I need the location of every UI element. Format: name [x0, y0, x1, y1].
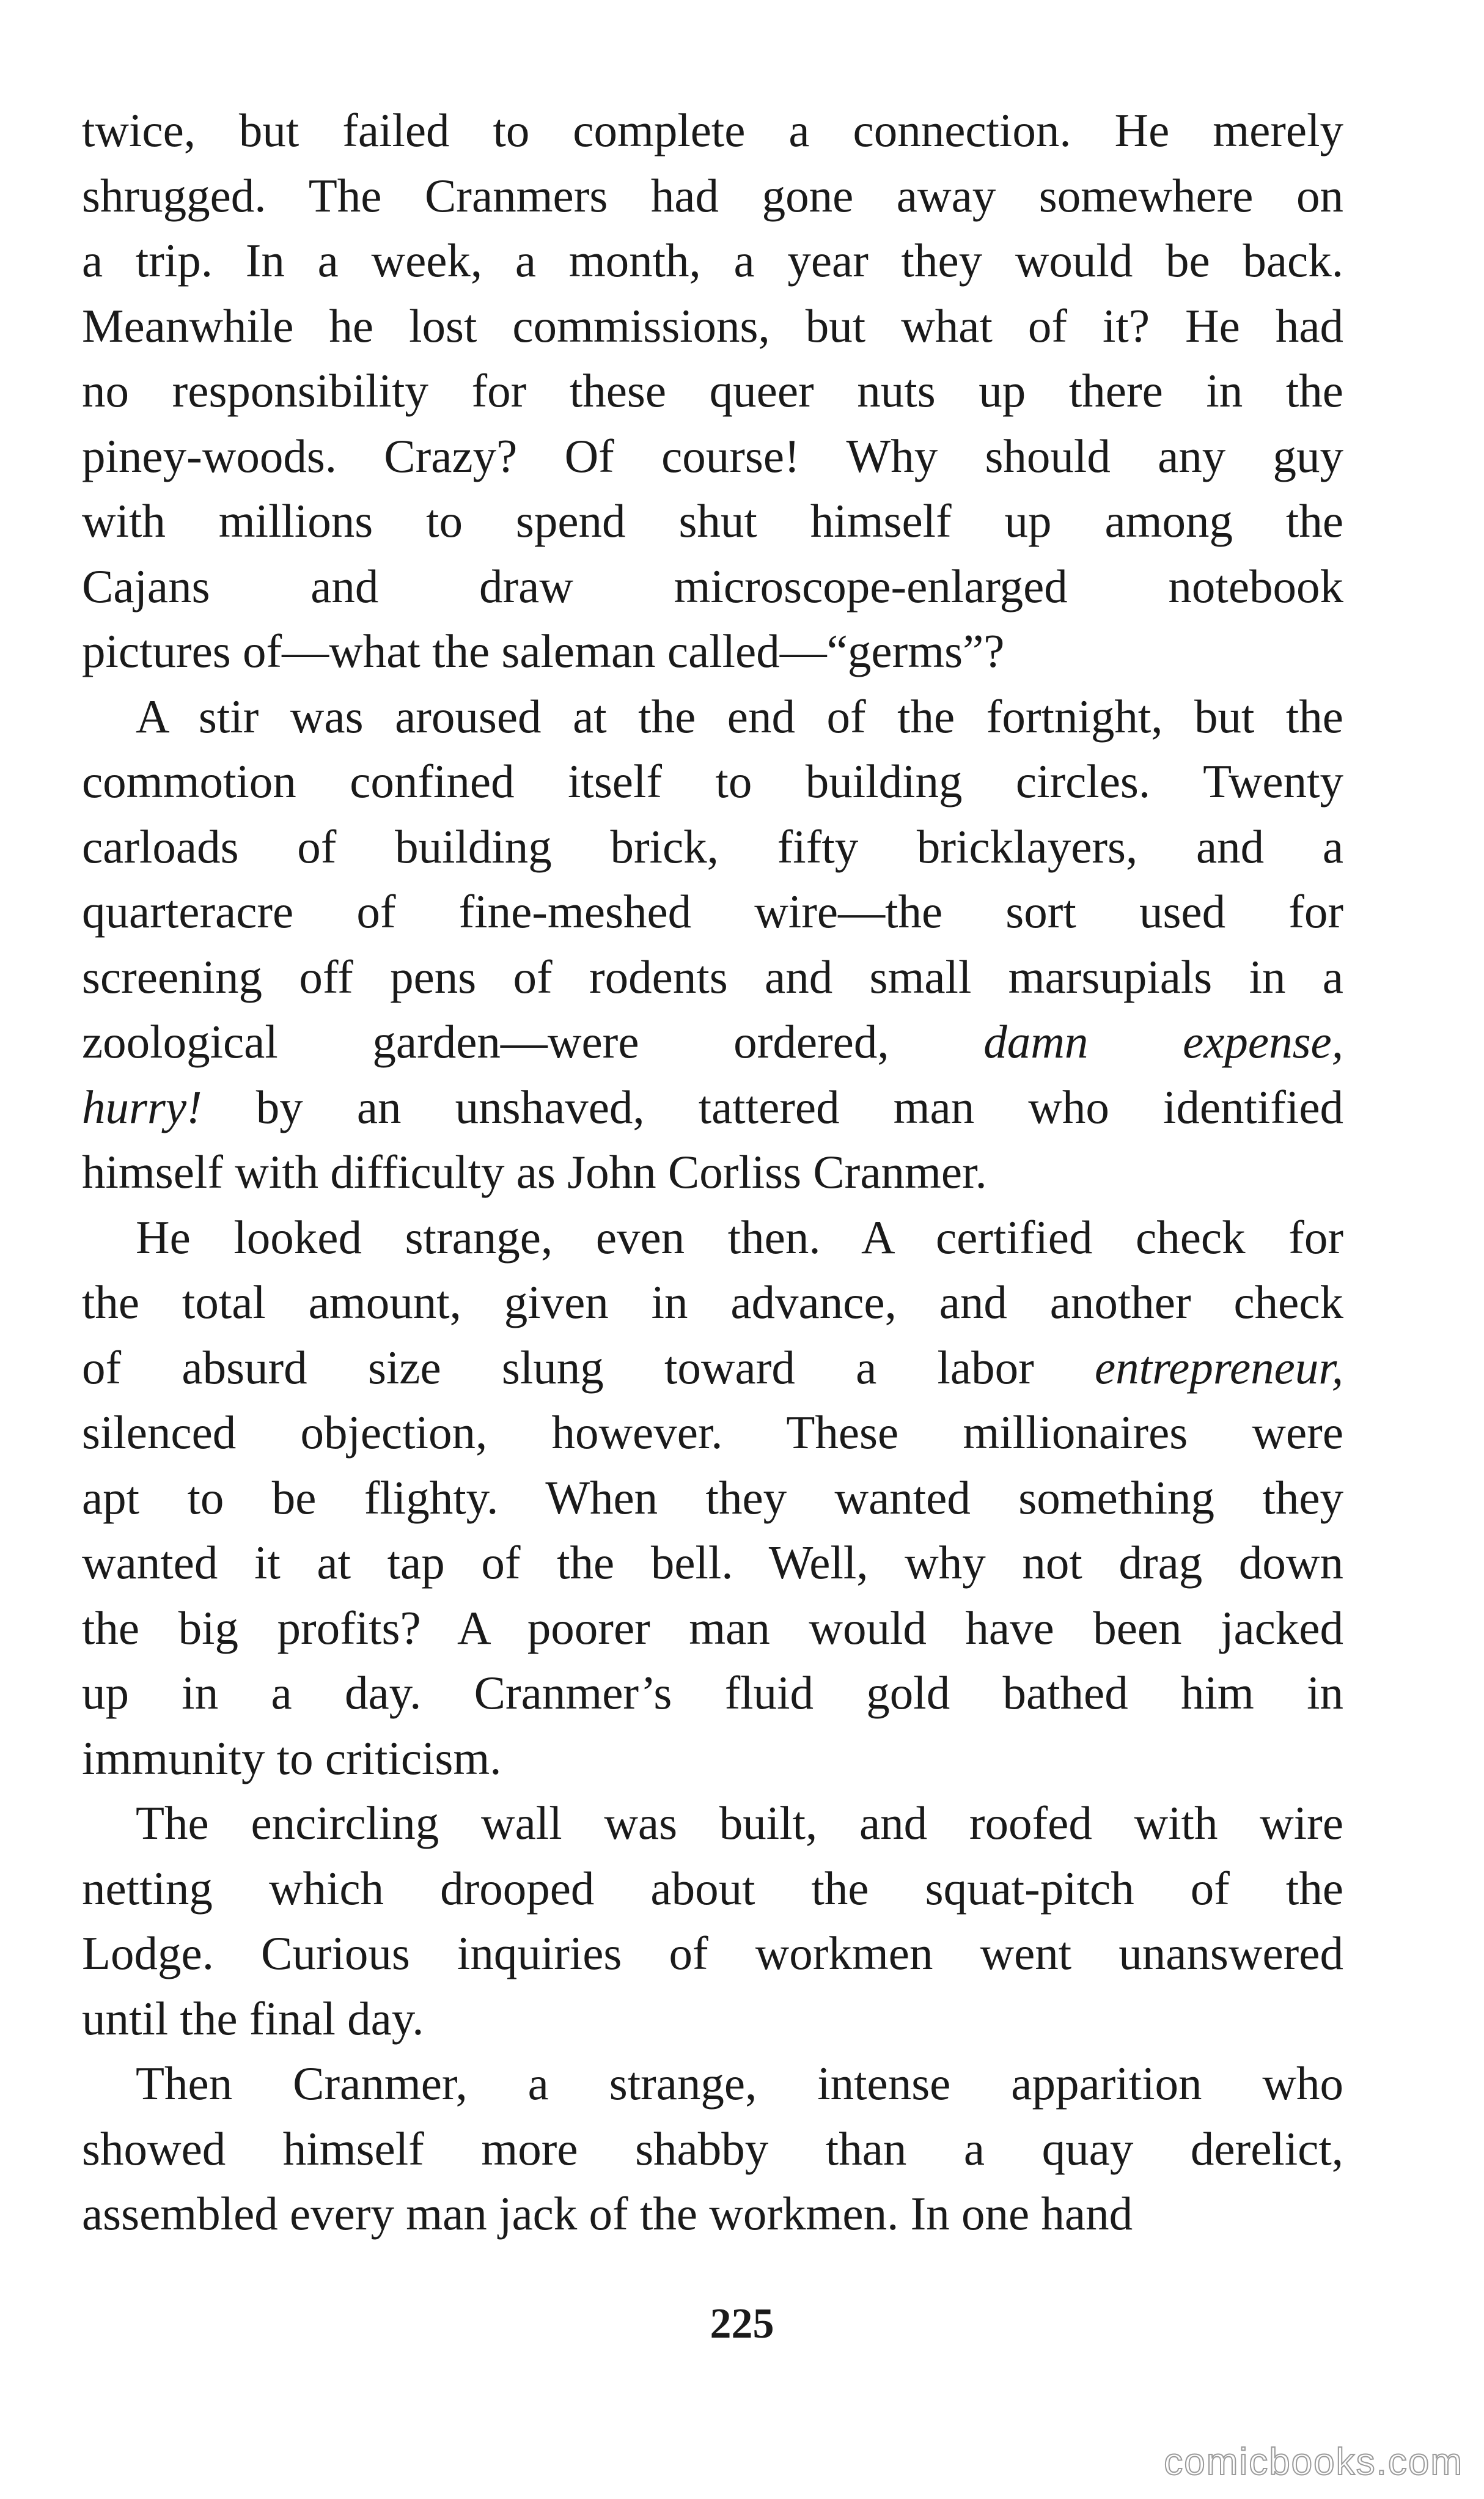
watermark: comicbooks.com [1164, 2441, 1463, 2483]
text-line: screening off pens of rodents and small marsupials in a [82, 950, 1343, 1003]
text-line: pictures of—what the saleman called—“germs”? [82, 625, 1005, 677]
body-text [82, 98, 1343, 2247]
text-line: silenced objection, however. These millionaires were [82, 1406, 1343, 1459]
text-line: himself with difficulty as John Corliss Cranmer. [82, 1146, 987, 1198]
paragraph [82, 2051, 1343, 2247]
text-line: up in a day. Cranmer’s fluid gold bathed him in [82, 1666, 1343, 1719]
text-line: the big profits? A poorer man would have been jacked [82, 1601, 1343, 1654]
text-line: commotion confined itself to building circles. Twenty [82, 755, 1343, 808]
text-line: piney-woods. Crazy? Of course! Why should any guy [82, 429, 1343, 482]
page-number: 225 [710, 2300, 774, 2347]
text-line: Meanwhile he lost commissions, but what of it? He had [82, 299, 1343, 352]
text-line: with millions to spend shut himself up among the [82, 495, 1343, 547]
text-line: He looked strange, even then. A certified check for [136, 1210, 1343, 1264]
text-line: The encircling wall was built, and roofed with wire [136, 1797, 1343, 1849]
text-line: Then Cranmer, a strange, intense apparition who [136, 2057, 1343, 2110]
text-line: zoological garden—were ordered, damn expense, [82, 1015, 1343, 1068]
text-line: until the final day. [82, 1992, 424, 2045]
paragraph [82, 1791, 1343, 2051]
text-line: Lodge. Curious inquiries of workmen went unanswered [82, 1927, 1343, 1979]
text-line: no responsibility for these queer nuts up there in the [82, 364, 1343, 417]
text-line: of absurd size slung toward a labor entrepreneur, [82, 1341, 1343, 1394]
text-line: A stir was aroused at the end of the fortnight, but the [136, 690, 1343, 743]
text-line: twice, but failed to complete a connection. He merely [82, 104, 1343, 156]
text-line: shrugged. The Cranmers had gone away somewhere on [82, 169, 1343, 222]
text-line: quarteracre of fine-meshed wire—the sort used for [82, 885, 1343, 938]
text-line: netting which drooped about the squat-pitch of the [82, 1861, 1343, 1915]
paragraph [82, 98, 1343, 684]
text-line: Cajans and draw microscope-enlarged notebook [82, 559, 1343, 613]
text-line: a trip. In a week, a month, a year they would be back. [82, 234, 1343, 287]
paragraph [82, 1205, 1343, 1791]
text-line: assembled every man jack of the workmen. In one hand [82, 2187, 1133, 2240]
text-line: carloads of building brick, fifty bricklayers, and a [82, 820, 1343, 873]
paragraph [82, 684, 1343, 1205]
text-line: hurry! by an unshaved, tattered man who identified [82, 1080, 1343, 1133]
text-line: wanted it at tap of the bell. Well, why not drag down [82, 1536, 1343, 1589]
text-line: the total amount, given in advance, and another check [82, 1276, 1343, 1328]
text-line: apt to be flighty. When they wanted something they [82, 1471, 1343, 1524]
text-line: immunity to criticism. [82, 1731, 502, 1784]
text-line: showed himself more shabby than a quay derelict, [82, 2122, 1343, 2175]
